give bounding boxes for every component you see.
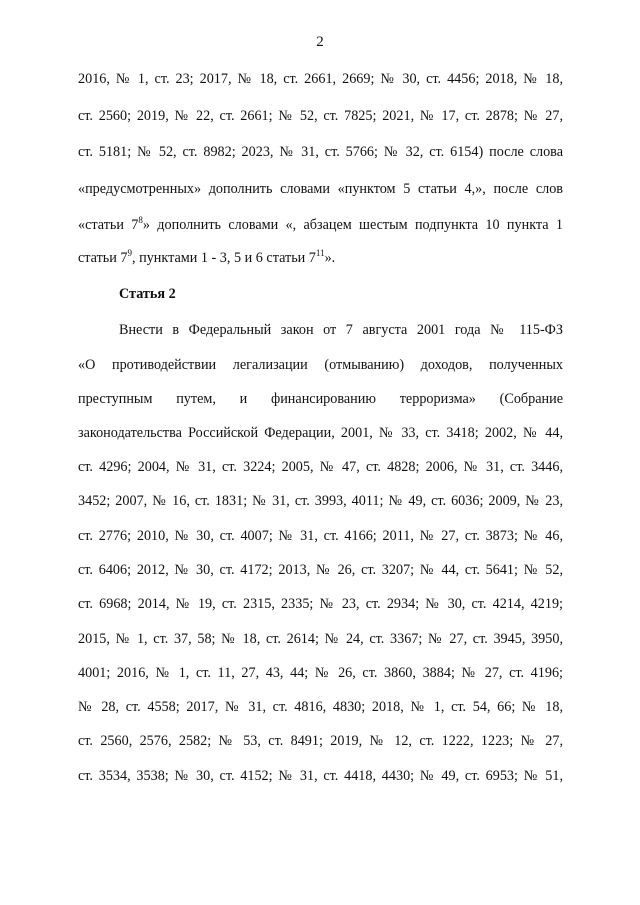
text-fragment: ». xyxy=(324,250,336,266)
text-fragment: » дополнить словами «, абзацем шестым подпункта 10 пункта 1 xyxy=(142,217,563,233)
superscript: 9 xyxy=(127,248,133,258)
text-line: ст. 5181; № 52, ст. 8982; 2023, № 31, ст. 5766; № 32, ст. 6154) после слова xyxy=(78,144,563,160)
page-number: 2 xyxy=(316,34,324,50)
text-line xyxy=(78,249,563,267)
text-line: 4001; 2016, № 1, ст. 11, 27, 43, 44; № 26, ст. 3860, 3884; № 27, ст. 4196; xyxy=(78,665,563,681)
text-line: законодательства Российской Федерации, 2001, № 33, ст. 3418; 2002, № 44, xyxy=(78,425,563,441)
superscript: 11 xyxy=(315,248,325,258)
text-line: ст. 3534, 3538; № 30, ст. 4152; № 31, ст. 4418, 4430; № 49, ст. 6953; № 51, xyxy=(78,768,563,784)
text-line: ст. 2560, 2576, 2582; № 53, ст. 8491; 2019, № 12, ст. 1222, 1223; № 27, xyxy=(78,733,563,749)
text-line: № 28, ст. 4558; 2017, № 31, ст. 4816, 4830; 2018, № 1, ст. 54, 66; № 18, xyxy=(78,699,563,715)
text-fragment: , пунктами 1 - 3, 5 и 6 статьи 7 xyxy=(132,250,316,266)
superscript: 8 xyxy=(138,215,143,225)
text-line: ст. 2776; 2010, № 30, ст. 4007; № 31, ст. 4166; 2011, № 27, ст. 3873; № 46, xyxy=(78,528,563,544)
text-line: ст. 2560; 2019, № 22, ст. 2661; № 52, ст. 7825; 2021, № 17, ст. 2878; № 27, xyxy=(78,108,563,124)
article-heading: Статья 2 xyxy=(119,286,176,302)
text-line: «предусмотренных» дополнить словами «пунктом 5 статьи 4,», после слов xyxy=(78,181,563,197)
text-line: ст. 6406; 2012, № 30, ст. 4172; 2013, № 26, ст. 3207; № 44, ст. 5641; № 52, xyxy=(78,562,563,578)
text-line: ст. 6968; 2014, № 19, ст. 2315, 2335; № 23, ст. 2934; № 30, ст. 4214, 4219; xyxy=(78,596,563,612)
text-line: Внести в Федеральный закон от 7 августа 2001 года № 115-ФЗ xyxy=(119,322,563,338)
text-fragment: статьи 7 xyxy=(78,250,128,266)
text-line: ст. 4296; 2004, № 31, ст. 3224; 2005, № 47, ст. 4828; 2006, № 31, ст. 3446, xyxy=(78,459,563,475)
text-line: 2016, № 1, ст. 23; 2017, № 18, ст. 2661, 2669; № 30, ст. 4456; 2018, № 18, xyxy=(78,71,563,87)
text-fragment: «статьи 7 xyxy=(78,217,139,233)
text-line: 2015, № 1, ст. 37, 58; № 18, ст. 2614; № 24, ст. 3367; № 27, ст. 3945, 3950, xyxy=(78,631,563,647)
text-line: 3452; 2007, № 16, ст. 1831; № 31, ст. 3993, 4011; № 49, ст. 6036; 2009, № 23, xyxy=(78,493,563,509)
text-line: «О противодействии легализации (отмыванию) доходов, полученных xyxy=(78,357,563,373)
text-line xyxy=(78,216,563,234)
text-line: преступным путем, и финансированию терроризма» (Собрание xyxy=(78,391,563,407)
